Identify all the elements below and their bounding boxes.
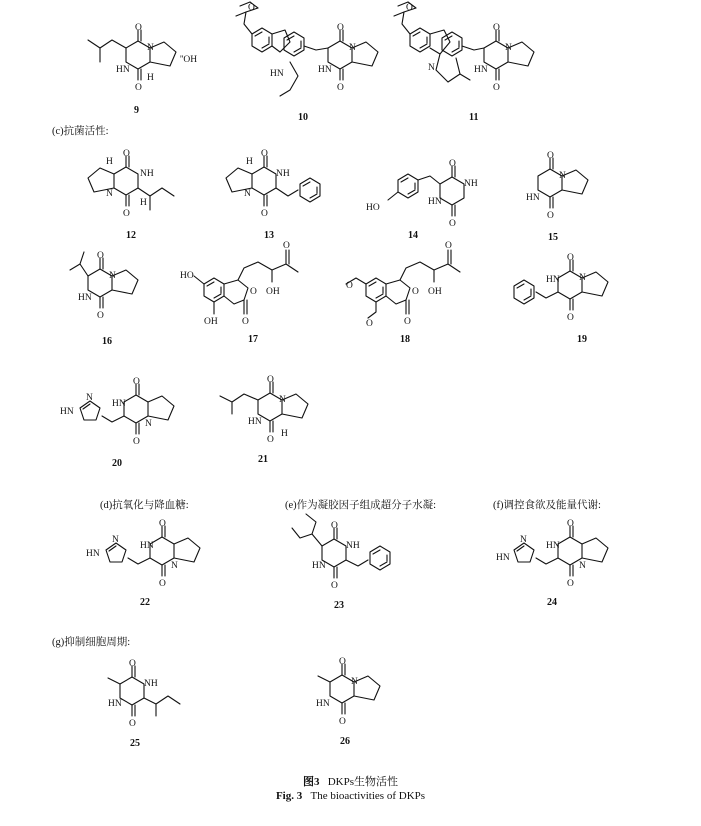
compound-15-label: 15 — [548, 232, 558, 243]
compound-12-label: 12 — [126, 230, 136, 241]
svg-text:HN: HN — [318, 65, 332, 75]
compound-25-label: 25 — [130, 738, 140, 749]
svg-text:HN: HN — [312, 561, 326, 571]
svg-text:O: O — [135, 83, 142, 93]
svg-text:O: O — [567, 253, 574, 263]
compound-21-structure — [220, 375, 308, 445]
svg-text:O: O — [133, 437, 140, 447]
svg-text:N: N — [145, 419, 152, 429]
figure-title-zh: DKPs生物活性 — [327, 776, 399, 788]
compound-19-label: 19 — [577, 334, 587, 345]
compound-14-label: 14 — [408, 230, 418, 241]
svg-text:O: O — [445, 241, 452, 251]
figure-caption-zh — [0, 773, 701, 789]
svg-text:HN: HN — [316, 699, 330, 709]
svg-text:HN: HN — [108, 699, 122, 709]
svg-text:O: O — [366, 319, 373, 329]
svg-text:N: N — [112, 535, 119, 545]
compound-18-label: 18 — [400, 334, 410, 345]
svg-text:H: H — [140, 198, 147, 208]
svg-text:O: O — [331, 581, 338, 591]
compound-22-label: 22 — [140, 597, 150, 608]
svg-text:HN: HN — [248, 417, 262, 427]
svg-text:HN: HN — [428, 197, 442, 207]
svg-text:N: N — [428, 63, 435, 73]
svg-text:OH: OH — [266, 287, 280, 297]
svg-text:O: O — [493, 23, 500, 33]
svg-text:O: O — [567, 519, 574, 529]
section-c-heading: (c)抗菌活性: — [52, 126, 109, 137]
compound-22-structure — [86, 519, 200, 589]
compound-13-label: 13 — [264, 230, 274, 241]
compound-26-structure — [316, 657, 380, 727]
svg-text:NH: NH — [346, 541, 360, 551]
svg-text:O: O — [337, 23, 344, 33]
svg-text:O: O — [135, 23, 142, 33]
svg-text:HN: HN — [546, 275, 560, 285]
svg-text:O: O — [267, 375, 274, 385]
compound-17-structure — [180, 241, 298, 327]
compound-10-label: 10 — [298, 112, 308, 123]
svg-text:''OH: ''OH — [180, 55, 198, 65]
svg-text:N: N — [106, 189, 113, 199]
compound-18-structure — [346, 241, 460, 329]
svg-text:O: O — [346, 281, 353, 291]
svg-text:N: N — [351, 677, 358, 687]
svg-text:N: N — [171, 561, 178, 571]
svg-text:H: H — [147, 73, 154, 83]
svg-text:HN: HN — [140, 541, 154, 551]
compound-9-structure — [88, 23, 197, 93]
svg-text:HN: HN — [496, 553, 510, 563]
svg-text:NH: NH — [140, 169, 154, 179]
svg-text:O: O — [412, 287, 419, 297]
svg-text:N: N — [86, 393, 93, 403]
section-e-heading: (e)作为凝胶因子组成超分子水凝: — [285, 500, 437, 511]
svg-text:HN: HN — [112, 399, 126, 409]
svg-text:O: O — [159, 519, 166, 529]
compound-13-structure — [226, 149, 320, 219]
compound-24-structure — [496, 519, 608, 589]
section-f-heading: (f)调控食欲及能量代谢: — [493, 500, 601, 511]
svg-text:O: O — [129, 659, 136, 669]
svg-text:O: O — [283, 241, 290, 251]
svg-text:HN: HN — [270, 69, 284, 79]
compound-11-structure — [394, 2, 534, 93]
svg-text:O: O — [250, 287, 257, 297]
svg-text:O: O — [493, 83, 500, 93]
section-g-heading: (g)抑制细胞周期: — [52, 637, 131, 648]
compound-21-label: 21 — [258, 454, 268, 465]
svg-text:N: N — [579, 273, 586, 283]
svg-text:N: N — [520, 535, 527, 545]
compound-19-structure — [514, 253, 608, 323]
svg-text:O: O — [567, 579, 574, 589]
section-d-heading: (d)抗氧化与降血糖: — [100, 500, 189, 511]
compound-23-structure — [292, 514, 390, 591]
svg-text:OH: OH — [428, 287, 442, 297]
compound-20-structure — [60, 377, 174, 447]
compound-10-structure — [236, 2, 378, 96]
svg-text:O: O — [261, 149, 268, 159]
compound-20-label: 20 — [112, 458, 122, 469]
svg-text:HN: HN — [526, 193, 540, 203]
compound-23-label: 23 — [334, 600, 344, 611]
compound-15-structure — [526, 151, 588, 221]
svg-text:O: O — [97, 251, 104, 261]
svg-text:HO: HO — [180, 271, 194, 281]
svg-text:NH: NH — [144, 679, 158, 689]
svg-text:HN: HN — [78, 293, 92, 303]
figure-label-en: Fig. 3 — [275, 790, 303, 802]
svg-text:N: N — [244, 189, 251, 199]
svg-text:O: O — [123, 149, 130, 159]
compound-25-structure — [108, 659, 180, 729]
svg-text:O: O — [404, 317, 411, 327]
svg-text:HN: HN — [60, 407, 74, 417]
compound-16-structure — [70, 251, 138, 321]
svg-text:HN: HN — [86, 549, 100, 559]
compound-17-label: 17 — [248, 334, 258, 345]
compound-9-label: 9 — [134, 105, 139, 116]
svg-text:O: O — [406, 3, 413, 13]
svg-text:O: O — [339, 717, 346, 727]
figure-title-en: The bioactivities of DKPs — [310, 790, 426, 802]
svg-text:HN: HN — [116, 65, 130, 75]
svg-text:HN: HN — [546, 541, 560, 551]
svg-text:OH: OH — [204, 317, 218, 327]
svg-text:N: N — [559, 171, 566, 181]
svg-text:HO: HO — [366, 203, 380, 213]
svg-text:O: O — [248, 3, 255, 13]
svg-text:O: O — [339, 657, 346, 667]
svg-text:O: O — [331, 521, 338, 531]
compound-16-label: 16 — [102, 336, 112, 347]
svg-text:H: H — [246, 157, 253, 167]
svg-text:N: N — [349, 43, 356, 53]
svg-text:O: O — [449, 159, 456, 169]
svg-text:O: O — [129, 719, 136, 729]
svg-text:N: N — [147, 43, 154, 53]
figure-caption-en — [0, 790, 701, 802]
compound-26-label: 26 — [340, 736, 350, 747]
figure-label-zh: 图3 — [302, 776, 320, 788]
svg-text:O: O — [547, 211, 554, 221]
svg-text:O: O — [97, 311, 104, 321]
svg-text:H: H — [106, 157, 113, 167]
svg-text:O: O — [261, 209, 268, 219]
svg-text:O: O — [123, 209, 130, 219]
svg-text:NH: NH — [276, 169, 290, 179]
svg-text:O: O — [567, 313, 574, 323]
compound-11-label: 11 — [469, 112, 479, 123]
svg-text:HN: HN — [474, 65, 488, 75]
svg-text:O: O — [242, 317, 249, 327]
svg-text:O: O — [133, 377, 140, 387]
compound-14-structure — [366, 159, 478, 229]
svg-text:N: N — [505, 43, 512, 53]
svg-text:O: O — [159, 579, 166, 589]
svg-text:N: N — [279, 395, 286, 405]
svg-text:NH: NH — [464, 179, 478, 189]
svg-text:N: N — [109, 271, 116, 281]
svg-text:O: O — [547, 151, 554, 161]
svg-text:O: O — [267, 435, 274, 445]
compound-24-label: 24 — [547, 597, 557, 608]
compound-12-structure — [88, 149, 174, 219]
svg-text:O: O — [337, 83, 344, 93]
svg-text:H: H — [281, 429, 288, 439]
svg-text:N: N — [579, 561, 586, 571]
svg-text:O: O — [449, 219, 456, 229]
